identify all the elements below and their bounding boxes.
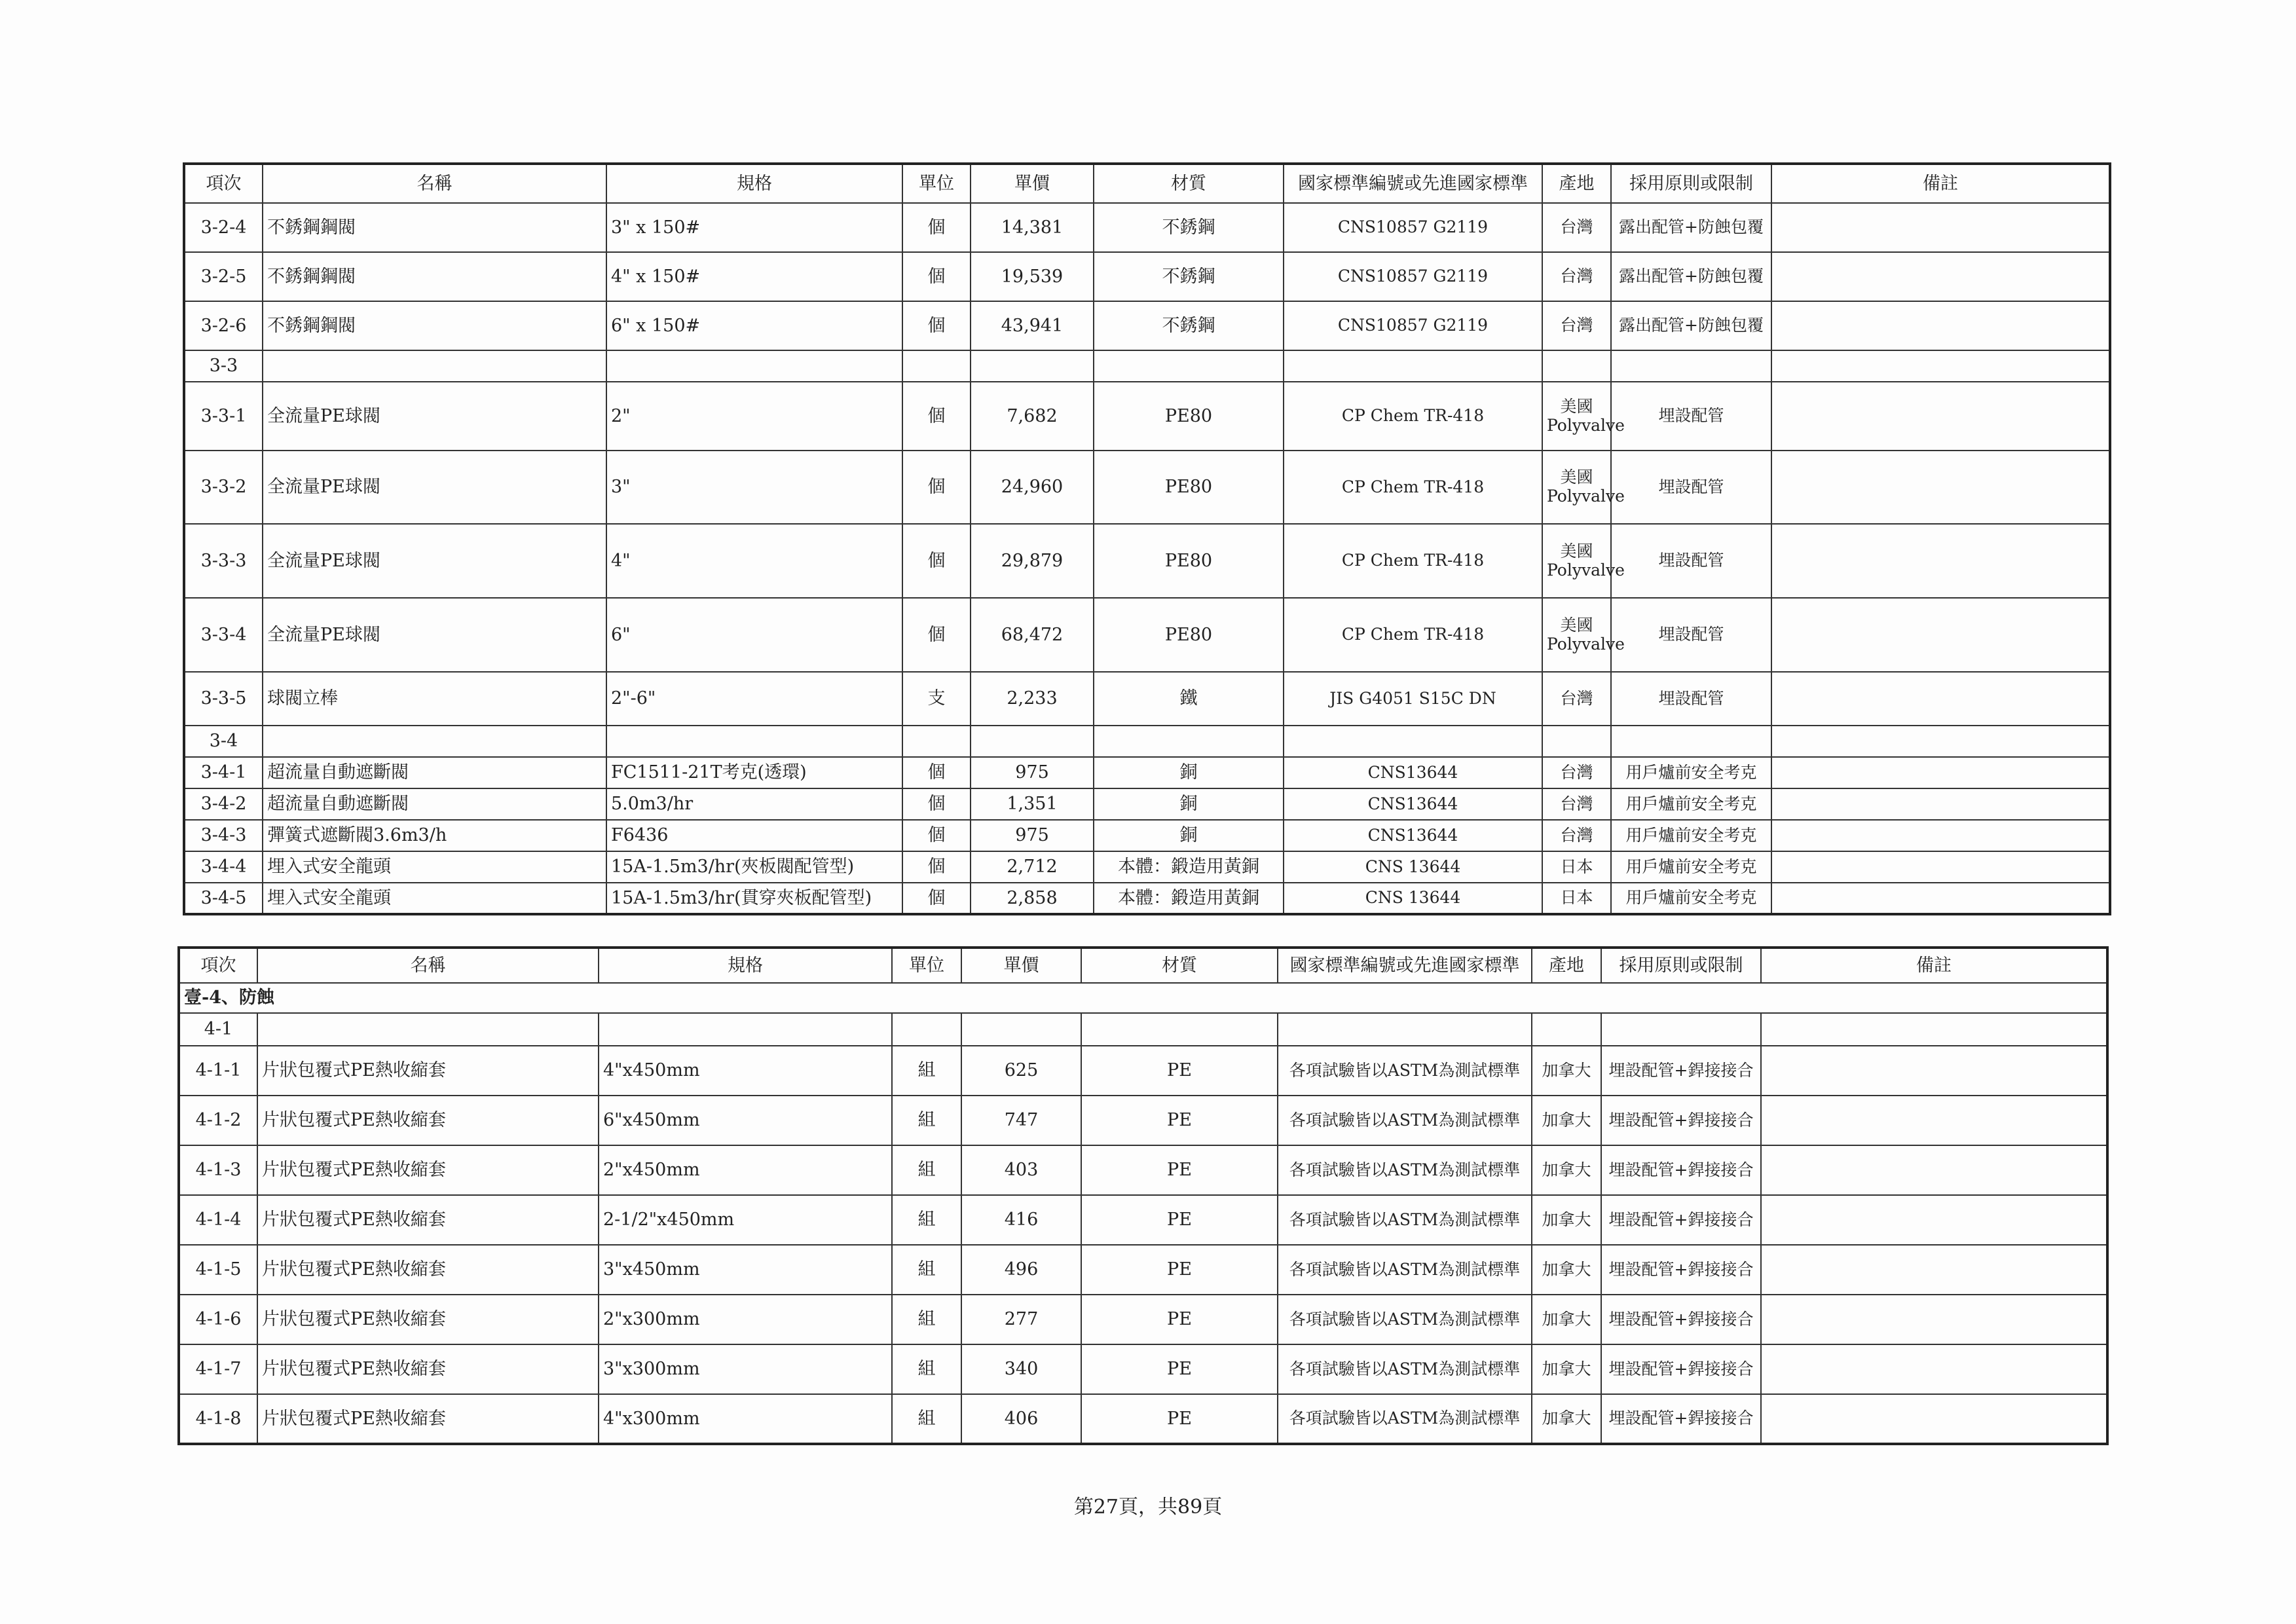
cell-standard: CP Chem TR-418 (1284, 598, 1542, 672)
cell-principle: 用戶爐前安全考克 (1611, 883, 1771, 914)
cell-no: 3-3-2 (184, 451, 263, 524)
cell-price: 68,472 (971, 598, 1094, 672)
cell-price: 416 (961, 1195, 1081, 1245)
header-origin: 產地 (1532, 948, 1601, 983)
header-unit: 單位 (902, 164, 971, 203)
cell-unit: 個 (902, 203, 971, 252)
cell-unit: 組 (892, 1245, 961, 1295)
cell-standard: CNS10857 G2119 (1284, 252, 1542, 301)
cell-remark (1771, 252, 2110, 301)
cell-name: 超流量自動遮斷閥 (263, 757, 606, 788)
table-row (184, 757, 2110, 788)
header-principle: 採用原則或限制 (1601, 948, 1761, 983)
cell-unit: 支 (902, 672, 971, 726)
cell-remark (1771, 598, 2110, 672)
cell-origin: 日本 (1542, 851, 1611, 883)
price-table-corrosion (177, 946, 2109, 1445)
cell-name: 不銹鋼鋼閥 (263, 301, 606, 350)
cell-no: 4-1 (179, 1013, 257, 1046)
cell-spec: F6436 (606, 820, 902, 851)
cell-unit (902, 350, 971, 382)
page-footer (0, 1490, 2296, 1519)
cell-principle (1601, 1013, 1761, 1046)
cell-origin: 美國 Polyvalve (1542, 524, 1611, 598)
cell-spec: 2"x450mm (599, 1145, 892, 1195)
cell-price: 975 (971, 757, 1094, 788)
header-material: 材質 (1081, 948, 1278, 983)
cell-unit: 個 (902, 451, 971, 524)
cell-material: PE (1081, 1145, 1278, 1195)
cell-spec: 2-1/2"x450mm (599, 1195, 892, 1245)
cell-spec: 2"x300mm (599, 1295, 892, 1344)
cell-material: 鐵 (1094, 672, 1284, 726)
page-separator: ， (1138, 1496, 1158, 1519)
cell-spec: 6" (606, 598, 902, 672)
page-total: 共89頁 (1158, 1496, 1223, 1519)
cell-origin: 加拿大 (1532, 1046, 1601, 1096)
cell-material: 不銹鋼 (1094, 203, 1284, 252)
cell-unit: 組 (892, 1145, 961, 1195)
cell-principle: 埋設配管 (1611, 451, 1771, 524)
table-row (179, 1195, 2107, 1245)
table-row (184, 672, 2110, 726)
cell-no: 4-1-3 (179, 1145, 257, 1195)
cell-remark (1761, 1295, 2107, 1344)
cell-origin: 加拿大 (1532, 1195, 1601, 1245)
cell-no: 3-4-2 (184, 788, 263, 820)
cell-material (1081, 1013, 1278, 1046)
table-row (184, 252, 2110, 301)
cell-standard: CNS13644 (1284, 820, 1542, 851)
cell-price (971, 726, 1094, 757)
cell-material: PE (1081, 1046, 1278, 1096)
table-header-row (184, 164, 2110, 203)
table-row (184, 524, 2110, 598)
table-row (179, 1394, 2107, 1444)
cell-remark (1771, 851, 2110, 883)
table-row (184, 820, 2110, 851)
cell-standard: CNS 13644 (1284, 851, 1542, 883)
cell-origin (1532, 1013, 1601, 1046)
cell-principle: 埋設配管 (1611, 598, 1771, 672)
cell-price: 2,712 (971, 851, 1094, 883)
cell-spec (606, 726, 902, 757)
cell-principle: 埋設配管 (1611, 382, 1771, 451)
cell-standard: CNS13644 (1284, 757, 1542, 788)
cell-material: PE (1081, 1245, 1278, 1295)
header-principle: 採用原則或限制 (1611, 164, 1771, 203)
cell-principle: 露出配管+防蝕包覆 (1611, 252, 1771, 301)
cell-principle: 露出配管+防蝕包覆 (1611, 301, 1771, 350)
cell-remark (1761, 1013, 2107, 1046)
cell-remark (1771, 757, 2110, 788)
cell-price: 2,233 (971, 672, 1094, 726)
cell-no: 3-3 (184, 350, 263, 382)
cell-spec: 4"x300mm (599, 1394, 892, 1444)
cell-no: 3-3-1 (184, 382, 263, 451)
cell-name: 片狀包覆式PE熱收縮套 (257, 1096, 599, 1145)
cell-no: 3-2-6 (184, 301, 263, 350)
cell-name (263, 726, 606, 757)
cell-remark (1761, 1195, 2107, 1245)
cell-standard: 各項試驗皆以ASTM為測試標準 (1278, 1344, 1532, 1394)
cell-principle: 用戶爐前安全考克 (1611, 820, 1771, 851)
cell-spec: 6" x 150# (606, 301, 902, 350)
cell-origin: 台灣 (1542, 301, 1611, 350)
cell-name: 片狀包覆式PE熱收縮套 (257, 1295, 599, 1344)
cell-principle: 露出配管+防蝕包覆 (1611, 203, 1771, 252)
cell-price: 29,879 (971, 524, 1094, 598)
cell-principle: 埋設配管+銲接接合 (1601, 1295, 1761, 1344)
table-row (179, 1344, 2107, 1394)
cell-remark (1771, 203, 2110, 252)
cell-price: 2,858 (971, 883, 1094, 914)
cell-name: 片狀包覆式PE熱收縮套 (257, 1195, 599, 1245)
cell-remark (1771, 301, 2110, 350)
cell-spec (606, 350, 902, 382)
cell-no: 4-1-5 (179, 1245, 257, 1295)
cell-material: 本體：鍛造用黃銅 (1094, 883, 1284, 914)
cell-no: 3-3-4 (184, 598, 263, 672)
cell-spec: 3" x 150# (606, 203, 902, 252)
cell-origin: 美國 Polyvalve (1542, 382, 1611, 451)
cell-origin: 台灣 (1542, 672, 1611, 726)
cell-origin: 日本 (1542, 883, 1611, 914)
cell-standard: CP Chem TR-418 (1284, 524, 1542, 598)
table-row (184, 350, 2110, 382)
table-row (179, 1096, 2107, 1145)
cell-unit: 個 (902, 301, 971, 350)
cell-unit: 個 (902, 757, 971, 788)
table-row (179, 1245, 2107, 1295)
cell-unit: 個 (902, 820, 971, 851)
cell-material: 銅 (1094, 757, 1284, 788)
cell-no: 3-4-1 (184, 757, 263, 788)
cell-material: PE (1081, 1394, 1278, 1444)
cell-spec: 3"x450mm (599, 1245, 892, 1295)
cell-remark (1771, 726, 2110, 757)
cell-price (961, 1013, 1081, 1046)
table-row (184, 451, 2110, 524)
cell-price: 747 (961, 1096, 1081, 1145)
table-row (179, 1145, 2107, 1195)
cell-price: 625 (961, 1046, 1081, 1096)
header-spec: 規格 (599, 948, 892, 983)
section-title: 壹-4、防蝕 (179, 983, 2107, 1013)
cell-name (257, 1013, 599, 1046)
cell-standard: CP Chem TR-418 (1284, 451, 1542, 524)
cell-origin: 加拿大 (1532, 1394, 1601, 1444)
cell-material: PE (1081, 1344, 1278, 1394)
cell-principle: 埋設配管+銲接接合 (1601, 1195, 1761, 1245)
cell-price: 14,381 (971, 203, 1094, 252)
cell-remark (1761, 1145, 2107, 1195)
cell-name: 全流量PE球閥 (263, 451, 606, 524)
cell-spec: 4" x 150# (606, 252, 902, 301)
cell-origin: 台灣 (1542, 203, 1611, 252)
cell-unit: 個 (902, 788, 971, 820)
table-row (184, 883, 2110, 914)
cell-remark (1771, 451, 2110, 524)
cell-remark (1771, 672, 2110, 726)
cell-unit: 組 (892, 1046, 961, 1096)
price-table-valves (183, 162, 2111, 915)
cell-name: 超流量自動遮斷閥 (263, 788, 606, 820)
cell-unit: 個 (902, 382, 971, 451)
cell-name: 片狀包覆式PE熱收縮套 (257, 1046, 599, 1096)
cell-spec: 6"x450mm (599, 1096, 892, 1145)
cell-no: 3-3-5 (184, 672, 263, 726)
cell-price: 406 (961, 1394, 1081, 1444)
cell-standard (1284, 350, 1542, 382)
cell-unit: 組 (892, 1295, 961, 1344)
cell-no: 3-4 (184, 726, 263, 757)
table-row (184, 203, 2110, 252)
cell-origin: 台灣 (1542, 788, 1611, 820)
table-body (184, 203, 2110, 914)
cell-origin: 美國 Polyvalve (1542, 451, 1611, 524)
cell-no: 4-1-1 (179, 1046, 257, 1096)
cell-standard (1284, 726, 1542, 757)
cell-standard: 各項試驗皆以ASTM為測試標準 (1278, 1195, 1532, 1245)
table-header-row (179, 948, 2107, 983)
cell-price: 340 (961, 1344, 1081, 1394)
cell-price: 496 (961, 1245, 1081, 1295)
cell-origin: 加拿大 (1532, 1245, 1601, 1295)
cell-spec: 15A-1.5m3/hr(夾板閥配管型) (606, 851, 902, 883)
cell-principle: 用戶爐前安全考克 (1611, 788, 1771, 820)
cell-price: 975 (971, 820, 1094, 851)
cell-spec: 15A-1.5m3/hr(貫穿夾板配管型) (606, 883, 902, 914)
table-body (179, 983, 2107, 1444)
table-row (184, 301, 2110, 350)
cell-principle: 埋設配管+銲接接合 (1601, 1344, 1761, 1394)
table-row (184, 382, 2110, 451)
cell-standard: JIS G4051 S15C DN (1284, 672, 1542, 726)
cell-unit: 個 (902, 252, 971, 301)
cell-spec: 3"x300mm (599, 1344, 892, 1394)
header-unit: 單位 (892, 948, 961, 983)
cell-material: PE (1081, 1295, 1278, 1344)
cell-name: 不銹鋼鋼閥 (263, 203, 606, 252)
cell-spec: 2" (606, 382, 902, 451)
header-spec: 規格 (606, 164, 902, 203)
cell-standard: CNS10857 G2119 (1284, 301, 1542, 350)
header-unit-price: 單價 (961, 948, 1081, 983)
cell-no: 4-1-2 (179, 1096, 257, 1145)
cell-standard: CNS 13644 (1284, 883, 1542, 914)
cell-remark (1761, 1245, 2107, 1295)
cell-origin: 美國 Polyvalve (1542, 598, 1611, 672)
table-row (179, 1046, 2107, 1096)
cell-remark (1761, 1394, 2107, 1444)
cell-no: 3-2-5 (184, 252, 263, 301)
cell-material (1094, 726, 1284, 757)
header-item-no: 項次 (179, 948, 257, 983)
cell-material: PE (1081, 1195, 1278, 1245)
cell-standard: CNS13644 (1284, 788, 1542, 820)
header-item-no: 項次 (184, 164, 263, 203)
cell-unit: 個 (902, 524, 971, 598)
cell-origin: 台灣 (1542, 252, 1611, 301)
cell-no: 4-1-8 (179, 1394, 257, 1444)
cell-principle: 埋設配管 (1611, 672, 1771, 726)
cell-name: 埋入式安全龍頭 (263, 883, 606, 914)
cell-origin: 加拿大 (1532, 1145, 1601, 1195)
table-row (179, 1295, 2107, 1344)
cell-name: 全流量PE球閥 (263, 382, 606, 451)
cell-name: 片狀包覆式PE熱收縮套 (257, 1145, 599, 1195)
cell-origin (1542, 350, 1611, 382)
cell-unit: 個 (902, 851, 971, 883)
header-remark: 備註 (1761, 948, 2107, 983)
cell-material: PE80 (1094, 598, 1284, 672)
cell-spec: 4"x450mm (599, 1046, 892, 1096)
cell-material: 銅 (1094, 788, 1284, 820)
cell-spec (599, 1013, 892, 1046)
cell-material: PE (1081, 1096, 1278, 1145)
cell-name: 片狀包覆式PE熱收縮套 (257, 1394, 599, 1444)
cell-name: 不銹鋼鋼閥 (263, 252, 606, 301)
header-name: 名稱 (257, 948, 599, 983)
cell-price: 277 (961, 1295, 1081, 1344)
cell-standard: 各項試驗皆以ASTM為測試標準 (1278, 1394, 1532, 1444)
page-number: 第27頁 (1073, 1496, 1138, 1519)
cell-remark (1771, 350, 2110, 382)
cell-material: 不銹鋼 (1094, 252, 1284, 301)
cell-spec: 3" (606, 451, 902, 524)
cell-name: 全流量PE球閥 (263, 598, 606, 672)
cell-unit (892, 1013, 961, 1046)
header-unit-price: 單價 (971, 164, 1094, 203)
header-material: 材質 (1094, 164, 1284, 203)
cell-material: PE80 (1094, 382, 1284, 451)
cell-unit (902, 726, 971, 757)
cell-name: 球閥立棒 (263, 672, 606, 726)
cell-remark (1761, 1046, 2107, 1096)
cell-unit: 個 (902, 598, 971, 672)
cell-no: 4-1-6 (179, 1295, 257, 1344)
cell-principle: 埋設配管+銲接接合 (1601, 1096, 1761, 1145)
cell-remark (1771, 820, 2110, 851)
cell-no: 3-3-3 (184, 524, 263, 598)
cell-origin: 台灣 (1542, 757, 1611, 788)
cell-spec: 2"-6" (606, 672, 902, 726)
cell-remark (1771, 382, 2110, 451)
cell-material: PE80 (1094, 524, 1284, 598)
section-row (179, 983, 2107, 1013)
table-row (184, 726, 2110, 757)
header-standard: 國家標準編號或先進國家標準 (1278, 948, 1532, 983)
cell-material: 銅 (1094, 820, 1284, 851)
cell-principle: 埋設配管+銲接接合 (1601, 1145, 1761, 1195)
cell-origin: 加拿大 (1532, 1295, 1601, 1344)
cell-unit: 組 (892, 1394, 961, 1444)
cell-standard (1278, 1013, 1532, 1046)
cell-unit: 個 (902, 883, 971, 914)
cell-standard: CNS10857 G2119 (1284, 203, 1542, 252)
cell-spec: 5.0m3/hr (606, 788, 902, 820)
cell-spec: 4" (606, 524, 902, 598)
header-standard: 國家標準編號或先進國家標準 (1284, 164, 1542, 203)
cell-standard: 各項試驗皆以ASTM為測試標準 (1278, 1245, 1532, 1295)
cell-standard: 各項試驗皆以ASTM為測試標準 (1278, 1145, 1532, 1195)
cell-remark (1771, 524, 2110, 598)
cell-name: 彈簧式遮斷閥3.6m3/h (263, 820, 606, 851)
header-origin: 產地 (1542, 164, 1611, 203)
header-name: 名稱 (263, 164, 606, 203)
cell-standard: 各項試驗皆以ASTM為測試標準 (1278, 1295, 1532, 1344)
cell-origin: 台灣 (1542, 820, 1611, 851)
cell-no: 3-4-4 (184, 851, 263, 883)
cell-no: 3-4-5 (184, 883, 263, 914)
cell-principle: 用戶爐前安全考克 (1611, 757, 1771, 788)
cell-standard: 各項試驗皆以ASTM為測試標準 (1278, 1046, 1532, 1096)
table-row (184, 598, 2110, 672)
cell-price: 19,539 (971, 252, 1094, 301)
cell-price: 24,960 (971, 451, 1094, 524)
cell-origin: 加拿大 (1532, 1096, 1601, 1145)
cell-remark (1761, 1344, 2107, 1394)
cell-price (971, 350, 1094, 382)
cell-origin (1542, 726, 1611, 757)
cell-spec: FC1511-21T考克(透環) (606, 757, 902, 788)
cell-principle: 埋設配管+銲接接合 (1601, 1245, 1761, 1295)
header-remark: 備註 (1771, 164, 2110, 203)
cell-remark (1761, 1096, 2107, 1145)
cell-price: 43,941 (971, 301, 1094, 350)
cell-remark (1771, 788, 2110, 820)
cell-price: 7,682 (971, 382, 1094, 451)
cell-principle (1611, 726, 1771, 757)
table-row (179, 1013, 2107, 1046)
cell-name (263, 350, 606, 382)
cell-price: 1,351 (971, 788, 1094, 820)
cell-standard: 各項試驗皆以ASTM為測試標準 (1278, 1096, 1532, 1145)
cell-no: 3-2-4 (184, 203, 263, 252)
cell-price: 403 (961, 1145, 1081, 1195)
cell-name: 埋入式安全龍頭 (263, 851, 606, 883)
cell-name: 全流量PE球閥 (263, 524, 606, 598)
cell-principle: 埋設配管+銲接接合 (1601, 1046, 1761, 1096)
cell-remark (1771, 883, 2110, 914)
cell-no: 4-1-7 (179, 1344, 257, 1394)
cell-material: 本體：鍛造用黃銅 (1094, 851, 1284, 883)
cell-standard: CP Chem TR-418 (1284, 382, 1542, 451)
cell-material (1094, 350, 1284, 382)
cell-principle: 用戶爐前安全考克 (1611, 851, 1771, 883)
table-row (184, 788, 2110, 820)
cell-unit: 組 (892, 1195, 961, 1245)
table-row (184, 851, 2110, 883)
cell-no: 3-4-3 (184, 820, 263, 851)
cell-principle: 埋設配管+銲接接合 (1601, 1394, 1761, 1444)
cell-material: PE80 (1094, 451, 1284, 524)
cell-unit: 組 (892, 1096, 961, 1145)
cell-material: 不銹鋼 (1094, 301, 1284, 350)
cell-unit: 組 (892, 1344, 961, 1394)
cell-name: 片狀包覆式PE熱收縮套 (257, 1245, 599, 1295)
cell-origin: 加拿大 (1532, 1344, 1601, 1394)
cell-principle: 埋設配管 (1611, 524, 1771, 598)
cell-principle (1611, 350, 1771, 382)
cell-name: 片狀包覆式PE熱收縮套 (257, 1344, 599, 1394)
cell-no: 4-1-4 (179, 1195, 257, 1245)
